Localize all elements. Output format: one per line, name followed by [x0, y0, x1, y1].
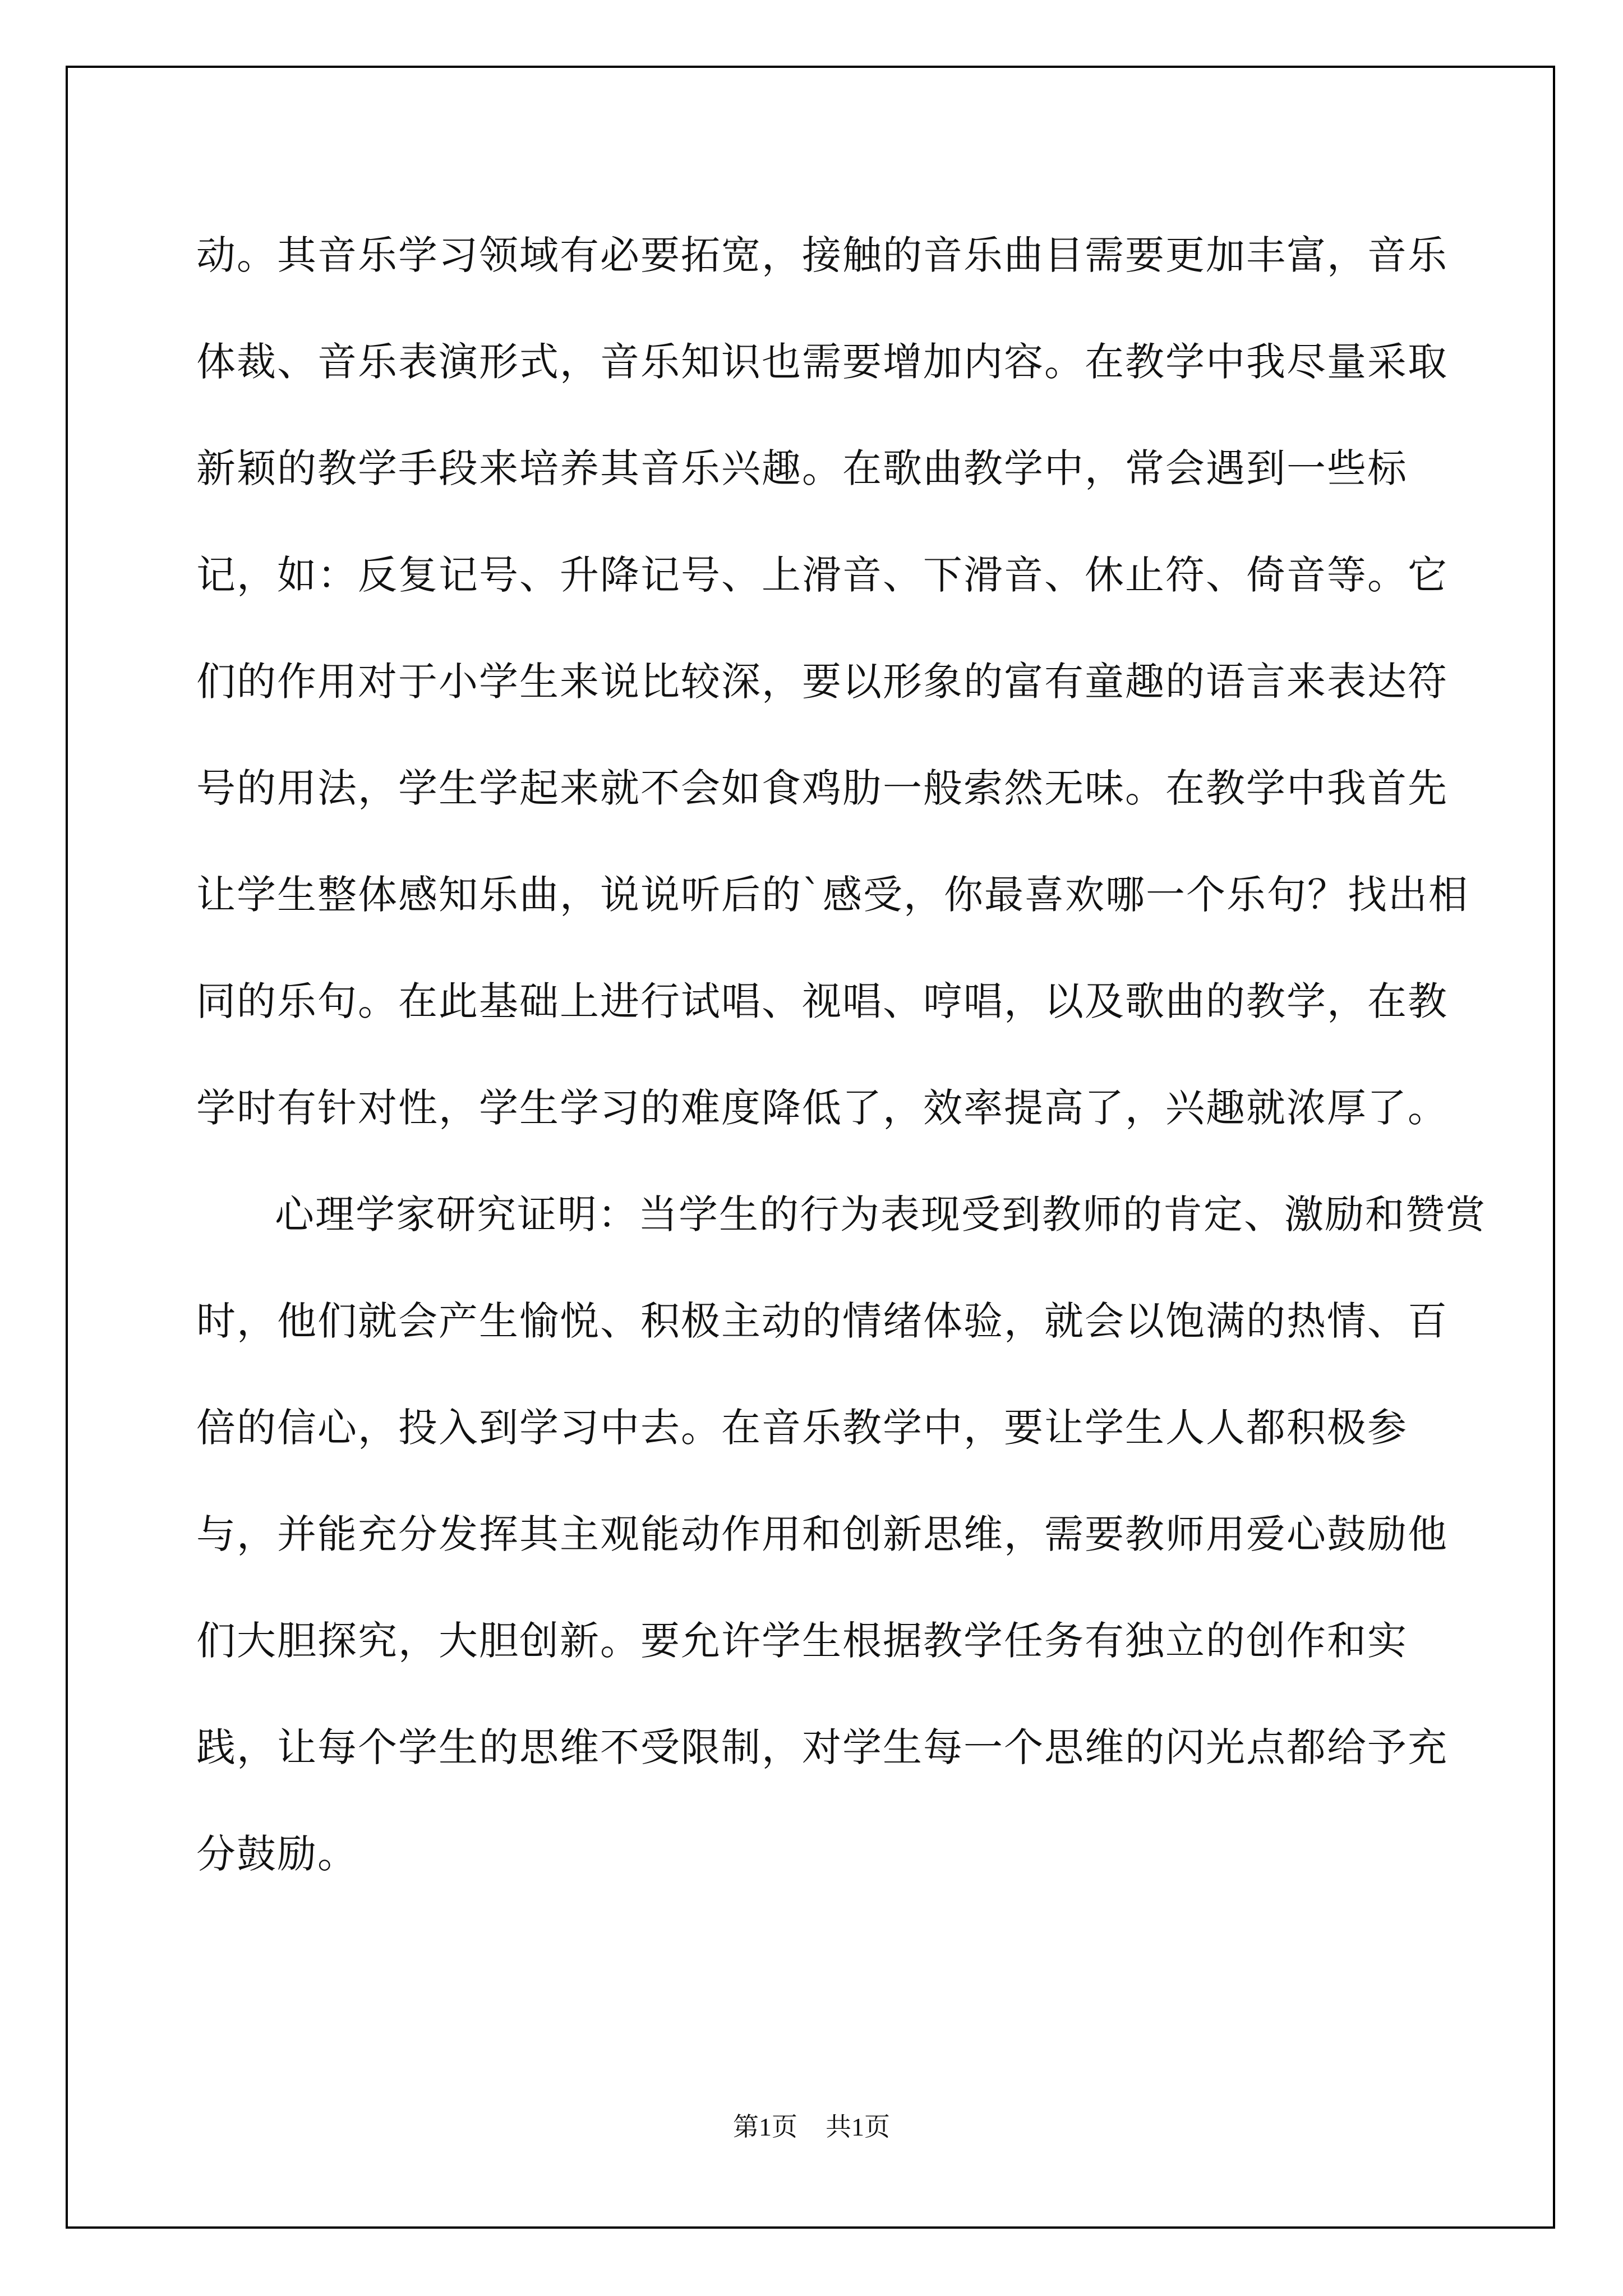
document-body [196, 202, 1486, 1907]
total-pages: 共1页 [826, 2113, 890, 2141]
page-number: 第1页 [733, 2113, 797, 2141]
page-footer [0, 2106, 1623, 2143]
paragraph-1: 动。其音乐学习领域有必要拓宽，接触的音乐曲目需要更加丰富，音乐体裁、音乐表演形式，音乐知识也需要增加内容。在教学中我尽量采取新颖的教学手段来培养其音乐兴趣。在歌曲教学中，常会遇到一些标记，如：反复记号、升降记号、上滑音、下滑音、休止符、倚音等。它们的作用对于小学生来说比较深，要以形象的富有童趣的语言来表达符号的用法，学生学起来就不会如食鸡肋一般索然无味。在教学中我首先让学生整体感知乐曲，说说听后的`感受，你最喜欢哪一个乐句？找出相同的乐句。在此基础上进行试唱、视唱、哼唱，以及歌曲的教学，在教学时有针对性，学生学习的难度降低了，效率提高了，兴趣就浓厚了。 [196, 232, 1469, 1131]
paragraph-2: 心理学家研究证明：当学生的行为表现受到教师的肯定、激励和赞赏时，他们就会产生愉悦、积极主动的情绪体验，就会以饱满的热情、百倍的信心，投入到学习中去。在音乐教学中，要让学生人人都积极参与，并能充分发挥其主观能动作用和创新思维，需要教师用爱心鼓励他们大胆探究，大胆创新。要允许学生根据教学任务有独立的创作和实践，让每个学生的思维不受限制，对学生每一个思维的闪光点都给予充分鼓励。 [196, 1191, 1486, 1877]
